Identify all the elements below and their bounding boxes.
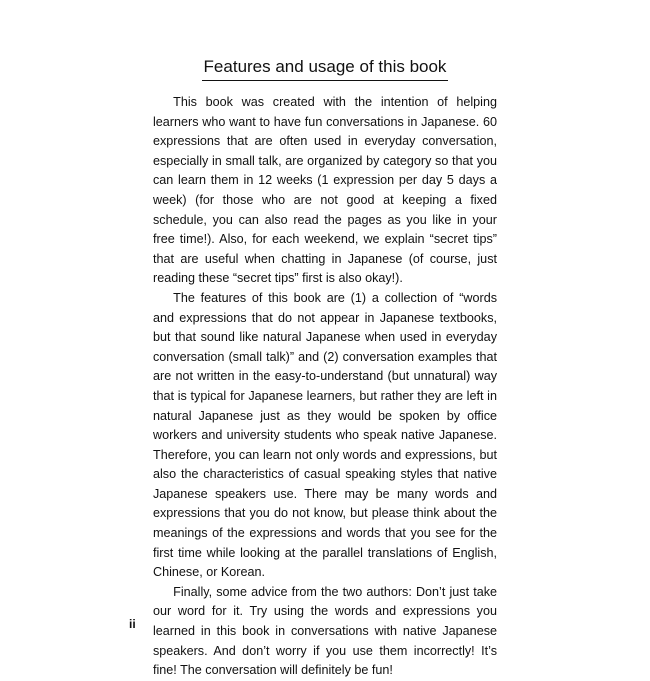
page-title-text: Features and usage of this book <box>202 56 449 81</box>
paragraph-advice: Finally, some advice from the two authors: Don’t just take our word for it. Try using the words and expressions you learned in this book in conversations with native Japanese speakers. And don’t worry if you use them incorrectly! It’s fine! The conversation will definitely be fun! <box>153 584 497 678</box>
page-number: ii <box>129 617 136 631</box>
page-title <box>0 56 650 81</box>
body-text <box>153 93 497 681</box>
paragraph-intro: This book was created with the intention of helping learners who want to have fun conversations in Japanese. 60 expressions that are often used in everyday conversation, especially in small talk, are organized by category so that you can learn them in 12 weeks (1 expression per day 5 days a week) (for those who are not good at keeping a fixed schedule, you can also read the pages as you like in your free time!). Also, for each weekend, we explain “secret tips” that are useful when chatting in Japanese (of course, just reading these “secret tips” first is also okay!). <box>153 95 497 286</box>
paragraph-features: The features of this book are (1) a collection of “words and expressions that do not appear in Japanese textbooks, but that sound like natural Japanese when used in everyday conversation (small talk)” and (2) conversation examples that are not written in the easy-to-understand (but unnatural) way that is typical for Japanese learners, but rather they are left in natural Japanese just as they would be spoken by office workers and university students who speak native Japanese. Therefore, you can learn not only words and expressions, but also the characteristics of casual speaking styles that native Japanese speakers use. There may be many words and expressions that you do not know, but please think about the meanings of the expressions and words that you see for the first time while looking at the parallel translations of English, Chinese, or Korean. <box>153 290 497 580</box>
